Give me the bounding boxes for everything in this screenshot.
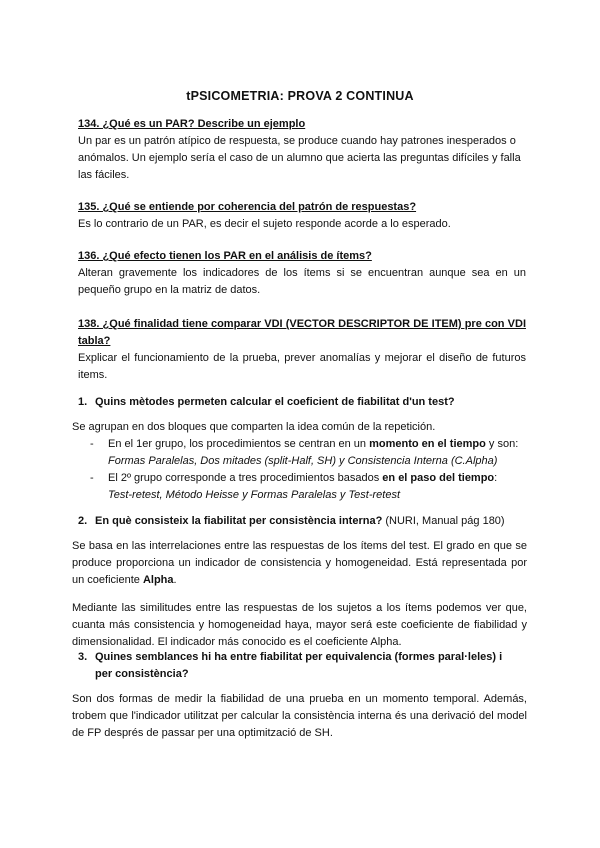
section-paragraph <box>72 538 527 589</box>
section-3-body <box>72 691 527 742</box>
qa-138 <box>78 316 526 384</box>
section-number: 3. <box>78 651 88 663</box>
answer-text: Es lo contrario de un PAR, es decir el sujeto responde acorde a lo esperado. <box>78 218 451 230</box>
qa-134 <box>78 116 526 184</box>
answer-text: Alteran gravemente los indicadores de los ítems si se encuentran aunque sea en un pequeño grupo en la matriz de datos. <box>78 267 526 296</box>
section-reference: (NURI, Manual pág 180) <box>382 515 505 527</box>
page-title: tPSICOMETRIA: PROVA 2 CONTINUA <box>186 89 414 103</box>
bullet-text-end: : <box>494 472 498 484</box>
section-question: Quines semblances hi ha entre fiabilitat per equivalencia (formes paral·leles) i per consistència? <box>95 651 503 680</box>
bullet-bold: momento en el tiempo <box>369 438 486 450</box>
section-paragraph: Mediante las similitudes entre las respuestas de los sujetos a los ítems podemos ver que, cuanta más consistencia y homogeneidad haya, mayor será este coeficiente de fiabilidad y dimensionalidad. El indicador más conocido es el coeficiente Alpha. <box>72 602 527 648</box>
section-intro: Se agrupan en dos bloques que comparten la idea común de la repetición. <box>72 421 436 433</box>
section-2-heading <box>78 513 526 530</box>
bullet-italic: Formas Paralelas, Dos mitades (split-Half, SH) y Consistencia Interna (C.Alpha) <box>108 455 498 467</box>
qa-135 <box>78 199 526 233</box>
bullet-dash: - <box>90 438 94 450</box>
section-number: 1. <box>78 396 88 408</box>
qa-136 <box>78 248 526 299</box>
section-2-body <box>72 538 527 651</box>
section-1-heading <box>78 394 526 411</box>
bullet-bold: en el paso del tiempo <box>382 472 495 484</box>
section-question: Quins mètodes permeten calcular el coeficient de fiabilitat d'un test? <box>95 396 455 408</box>
bullet-text-end: y son: <box>485 438 519 450</box>
answer-text: Explicar el funcionamiento de la prueba, prever anomalías y mejorar el diseño de futuros items. <box>78 352 526 381</box>
section-1-body <box>72 419 527 504</box>
section-number: 2. <box>78 515 88 527</box>
bullet-text: El 2º grupo corresponde a tres procedimientos basados <box>108 472 383 484</box>
bullet-dash: - <box>90 472 94 484</box>
question-heading: 134. ¿Qué es un PAR? Describe un ejemplo <box>78 118 306 130</box>
bullet-text: En el 1er grupo, los procedimientos se centran en un <box>108 438 370 450</box>
list-item <box>72 470 527 504</box>
paragraph-text-end: . <box>173 574 177 586</box>
bullet-italic: Test-retest, Método Heisse y Formas Paralelas y Test-retest <box>108 489 401 501</box>
section-question: En què consisteix la fiabilitat per consistència interna? <box>95 515 383 527</box>
paragraph-bold: Alpha <box>142 574 174 586</box>
section-3-heading <box>78 649 526 683</box>
bullet-list <box>72 436 527 504</box>
section-paragraph: Son dos formas de medir la fiabilidad de una prueba en un momento temporal. Además, trobem que l'indicador utilitzat per calcular la consistència interna és una derivació del model de FP després de passar per una optimització de SH. <box>72 693 527 739</box>
list-item <box>72 436 527 470</box>
paragraph-text: Se basa en las interrelaciones entre las respuestas de los ítems del test. El grado en que se produce proporciona un indicador de consistencia y homogeneidad. Está representada por un coeficiente <box>72 540 527 586</box>
answer-text: Un par es un patrón atípico de respuesta, se produce cuando hay patrones inesperados o anómalos. Un ejemplo sería el caso de un alumno que acierta las preguntas difíciles y falla las fáciles. <box>78 135 521 181</box>
question-heading: 138. ¿Qué finalidad tiene comparar VDI (VECTOR DESCRIPTOR DE ITEM) pre con VDI tabla? <box>78 318 526 347</box>
question-heading: 135. ¿Qué se entiende por coherencia del patrón de respuestas? <box>78 201 417 213</box>
question-heading: 136. ¿Qué efecto tienen los PAR en el análisis de ítems? <box>78 250 372 262</box>
